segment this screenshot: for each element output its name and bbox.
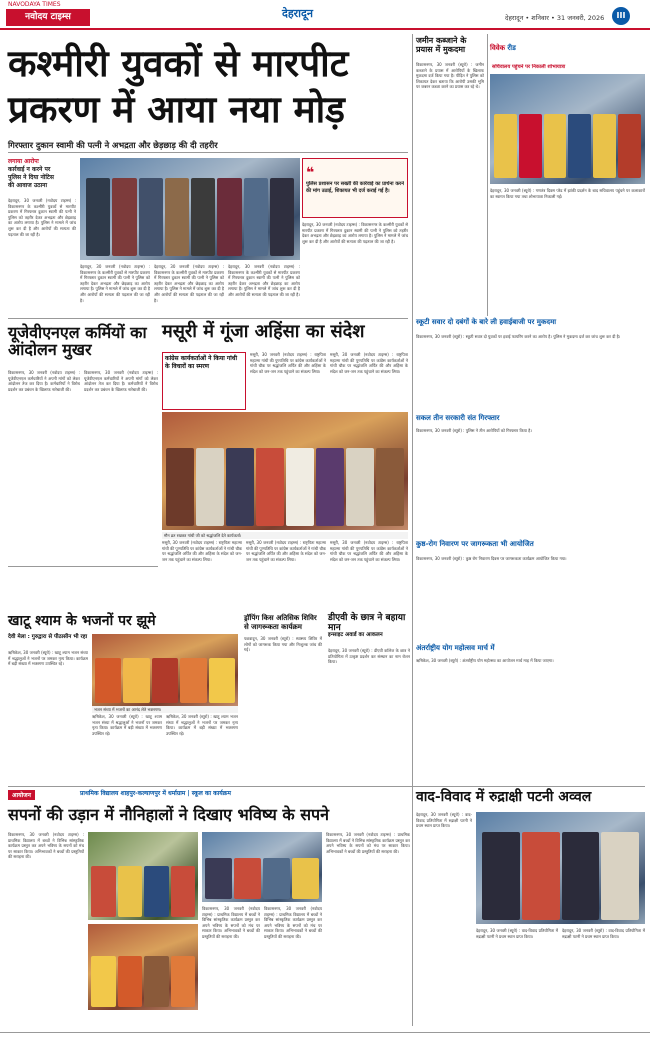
bottom-photo-2-people — [88, 924, 198, 1010]
lead-photo — [80, 158, 300, 260]
camp-headline: ड्रॉपिंग किस अतिसिक शिविर से जागरूकता कार्यक्रम — [244, 614, 317, 631]
lead-quote: पुलिस प्रशासन पर सख्ती की कार्रवाई का प्रार्थना करने की मांग उठाई, शिकायत भी दर्ज कराई गई है। — [306, 181, 404, 194]
ujvn-headline: यूजेवीएनएल कर्मियों का आंदोलन मुखर — [8, 323, 147, 360]
bottom-tag: आयोजन — [8, 790, 35, 800]
dav-headline: डीएवी के छात्र ने बहाया मान — [328, 613, 406, 633]
lead-subhead: गिरफ्तार दुकान स्वामी की पत्नी ने अभद्रता और छेड़छाड़ की दी तहरीर — [8, 140, 218, 150]
bottom-body-col1: विकासनगर, 30 जनवरी (नवोदय टाइम्स) : प्राथमिक विद्यालय में बच्चों ने विभिन्न सांस्कृतिक कार्यक्रम प्रस्तुत कर अपने भविष्य के सपनों को मंच पर साकार किया। अभिभावकों ने बच्चों की प्रस्तुतियों की सराहना की। — [8, 832, 84, 860]
mussoorie-body-col5: मसूरी, 30 जनवरी (नवोदय टाइम्स) : राष्ट्रपिता महात्मा गांधी की पुण्यतिथि पर कांग्रेस कार्यकर्ताओं ने गांधी चौक पर श्रद्धांजलि अर्पित की और अहिंसा के संदेश को जन-जन तक पहुंचाने का संकल्प लिया। — [330, 540, 408, 562]
city-name: देहरादून — [282, 7, 313, 20]
vivek-body-2: विकासनगर, 30 जनवरी (ब्यूरो) : स्कूटी सवार दो युवकों पर हवाई फायरिंग करने का आरोप है। पुलिस ने मुकदमा दर्ज कर जांच शुरू कर दी है। — [416, 334, 621, 339]
mussoorie-caption: मौन व्रत रखकर गांधी जी को श्रद्धांजलि देते कार्यकर्ता। — [162, 532, 408, 539]
masthead — [0, 0, 650, 30]
lead-bullet: लगाया आरोपः — [8, 158, 39, 165]
bottom-kicker: प्राथमिक विद्यालय शाहपुर-कल्याणपुर में धर्माग्राम | स्कूल का कार्यक्रम — [80, 790, 231, 797]
mussoorie-photo-people — [162, 412, 408, 530]
bottom-body-col2: विकासनगर, 30 जनवरी (नवोदय टाइम्स) : प्राथमिक विद्यालय में बच्चों ने विभिन्न सांस्कृतिक कार्यक्रम प्रस्तुत कर अपने भविष्य के सपनों को मंच पर साकार किया। अभिभावकों ने बच्चों की प्रस्तुतियों की सराहना की। — [202, 906, 260, 939]
lead-body-col2: देहरादून, 30 जनवरी (नवोदय टाइम्स) : विकासनगर के कश्मीरी युवकों से मारपीट प्रकरण में गिरफ्तार दुकान स्वामी की पत्नी ने पुलिस को तहरीर देकर अभद्रता और छेड़छाड़ का आरोप लगाया है। पुलिस ने मामले में जांच शुरू कर दी है और आरोपों की सत्यता की पड़ताल की जा रही है। — [80, 264, 150, 303]
lead-headline-1: कश्मीरी युवकों से मारपीट — [8, 41, 349, 85]
debate-headline: वाद-विवाद में रुद्राक्षी पटनी अव्वल — [416, 789, 592, 805]
ujvn-body-col1: विकासनगर, 30 जनवरी (नवोदय टाइम्स) : यूजेवीएनएल कर्मचारियों ने अपनी मांगों को लेकर आंदोलन तेज कर दिया है। कर्मचारियों ने विरोध प्रदर्शन कर प्रबंधन के खिलाफ नारेबाजी की। — [8, 370, 80, 392]
ujvn-body-col2: विकासनगर, 30 जनवरी (नवोदय टाइम्स) : यूजेवीएनएल कर्मचारियों ने अपनी मांगों को लेकर आंदोलन तेज कर दिया है। कर्मचारियों ने विरोध प्रदर्शन कर प्रबंधन के खिलाफ नारेबाजी की। — [84, 370, 158, 392]
lead-quote-box — [302, 158, 408, 218]
mussoorie-sub-box — [162, 352, 246, 410]
bottom-photo-1 — [88, 832, 198, 920]
lead-bullet: की आवाज उठाना — [8, 182, 48, 189]
lead-body-col3: देहरादून, 30 जनवरी (नवोदय टाइम्स) : विकासनगर के कश्मीरी युवकों से मारपीट प्रकरण में गिरफ्तार दुकान स्वामी की पत्नी ने पुलिस को तहरीर देकर अभद्रता और छेड़छाड़ का आरोप लगाया है। पुलिस ने मामले में जांच शुरू कर दी है और आरोपों की सत्यता की पड़ताल की जा रही है। — [154, 264, 224, 303]
dateline: देहरादून • शनिवार • 31 जनवरी, 2026 — [505, 14, 605, 22]
lead-bullet: पुलिस ने दिया नोटिस — [8, 174, 54, 181]
page-number: III — [612, 7, 630, 25]
khatu-caption: भजन संध्या में भजनों का आनंद लेते भक्तगण। — [92, 706, 238, 713]
bottom-body-col3: विकासनगर, 30 जनवरी (नवोदय टाइम्स) : प्राथमिक विद्यालय में बच्चों ने विभिन्न सांस्कृतिक कार्यक्रम प्रस्तुत कर अपने भविष्य के सपनों को मंच पर साकार किया। अभिभावकों ने बच्चों की प्रस्तुतियों की सराहना की। — [264, 906, 322, 939]
vivek-photo — [490, 74, 645, 184]
lead-headline-2: प्रकरण में आया नया मोड़ — [8, 87, 345, 131]
debate-body-col2: देहरादून, 30 जनवरी (ब्यूरो) : वाद-विवाद प्रतियोगिता में रुद्राक्षी पटनी ने प्रथम स्थान प्राप्त किया। — [476, 928, 558, 939]
brand-logo: नवोदय टाइम्स — [6, 9, 90, 26]
lead-bullet: कार्रवाई न करने पर — [8, 166, 51, 173]
lead-bullets — [8, 158, 76, 190]
vivek-body-4: विकासनगर, 30 जनवरी (ब्यूरो) : कुष्ठ रोग निवारण दिवस पर जागरूकता कार्यक्रम आयोजित किया गया। — [416, 556, 567, 561]
vivek-headline-5: अंतर्राष्ट्रीय योग महोत्सव मार्च में — [416, 643, 495, 652]
vivek-headline-2: स्कूटी सवार दो दबंगों के बारे ली हवाईबाजी पर मुकदमा — [416, 317, 557, 326]
lead-body-col5: देहरादून, 30 जनवरी (नवोदय टाइम्स) : विकासनगर के कश्मीरी युवकों से मारपीट प्रकरण में गिरफ्तार दुकान स्वामी की पत्नी ने पुलिस को तहरीर देकर अभद्रता और छेड़छाड़ का आरोप लगाया है। पुलिस ने मामले में जांच शुरू कर दी है और आरोपों की सत्यता की पड़ताल की जा रही है। — [302, 222, 408, 244]
vivek-label-part-2: रीड — [507, 44, 516, 52]
bottom-headline: सपनों की उड़ान में नौनिहालों ने दिखाए भविष्य के सपने — [8, 805, 330, 824]
side-top-headline: जमीन कब्जाने के प्रयास में मुकदमा — [416, 35, 467, 54]
khatu-photo-people — [92, 634, 238, 706]
mussoorie-body-col1: मसूरी, 30 जनवरी (नवोदय टाइम्स) : राष्ट्रपिता महात्मा गांधी की पुण्यतिथि पर कांग्रेस कार्यकर्ताओं ने गांधी चौक पर श्रद्धांजलि अर्पित की और अहिंसा के संदेश को जन-जन तक पहुंचाने का संकल्प लिया। — [250, 352, 326, 374]
bottom-photo-2 — [88, 924, 198, 1010]
khatu-sub: देवी मेला : गुरुद्वारा से पीठासीन भी रहा — [8, 634, 88, 640]
vivek-body-3: विकासनगर, 30 जनवरी (ब्यूरो) : पुलिस ने तीन आरोपियों को गिरफ्तार किया है। — [416, 428, 532, 433]
bottom-photo-3 — [202, 832, 322, 902]
lead-body-col1: देहरादून, 30 जनवरी (नवोदय टाइम्स) : विकासनगर के कश्मीरी युवकों से मारपीट प्रकरण में गिरफ्तार दुकान स्वामी की पत्नी ने पुलिस को तहरीर देकर अभद्रता और छेड़छाड़ का आरोप लगाया है। पुलिस ने मामले में जांच शुरू कर दी है और आरोपों की सत्यता की पड़ताल की जा रही है। — [8, 198, 76, 237]
vivek-caption: सचिवालय पहुंचने पर निकाली शोभायात्रा — [492, 64, 566, 70]
lead-photo-people — [80, 158, 300, 260]
brand-subtitle: NAVODAYA TIMES — [8, 1, 61, 8]
mussoorie-body-col2: मसूरी, 30 जनवरी (नवोदय टाइम्स) : राष्ट्रपिता महात्मा गांधी की पुण्यतिथि पर कांग्रेस कार्यकर्ताओं ने गांधी चौक पर श्रद्धांजलि अर्पित की और अहिंसा के संदेश को जन-जन तक पहुंचाने का संकल्प लिया। — [330, 352, 408, 374]
khatu-body-col2: ऋषिकेश, 30 जनवरी (ब्यूरो) : खाटू श्याम भजन संध्या में श्रद्धालुओं ने भजनों पर जमकर नृत्य किया। कार्यक्रम में बड़ी संख्या में भक्तगण उपस्थित रहे। — [92, 714, 162, 736]
bottom-photo-1-people — [88, 832, 198, 920]
khatu-body-col1: ऋषिकेश, 30 जनवरी (ब्यूरो) : खाटू श्याम भजन संध्या में श्रद्धालुओं ने भजनों पर जमकर नृत्य किया। कार्यक्रम में बड़ी संख्या में भक्तगण उपस्थित रहे। — [8, 650, 88, 667]
khatu-body-col3: ऋषिकेश, 30 जनवरी (ब्यूरो) : खाटू श्याम भजन संध्या में श्रद्धालुओं ने भजनों पर जमकर नृत्य किया। कार्यक्रम में बड़ी संख्या में भक्तगण उपस्थित रहे। — [166, 714, 238, 736]
khatu-photo — [92, 634, 238, 706]
vivek-headline-4: कुष्ठ-रोग निवारण पर जागरूकता भी आयोजित — [416, 539, 534, 548]
dav-body: देहरादून, 30 जनवरी (ब्यूरो) : डीएवी कॉलेज के छात्र ने प्रतियोगिता में उत्कृष्ट प्रदर्शन कर संस्थान का नाम रोशन किया। — [328, 648, 410, 665]
vivek-label — [490, 44, 645, 54]
debate-body-col1: देहरादून, 30 जनवरी (ब्यूरो) : वाद-विवाद प्रतियोगिता में रुद्राक्षी पटनी ने प्रथम स्थान प्राप्त किया। — [416, 812, 472, 829]
side-top-body: विकासनगर, 30 जनवरी (ब्यूरो) : जमीन कब्जाने के प्रयास में आरोपियों के खिलाफ मुकदमा दर्ज किया गया है। पीड़ित ने पुलिस को शिकायत देकर बताया कि आरोपी उसकी भूमि पर जबरन कब्जा करने का प्रयास कर रहे थे। — [416, 62, 484, 90]
khatu-headline: खाटू श्याम के भजनों पर झूमे — [8, 613, 156, 629]
bottom-photo-3-people — [202, 832, 322, 902]
debate-photo — [476, 812, 645, 924]
vivek-body: देहरादून, 30 जनवरी (ब्यूरो) : गणतंत्र दिवस परेड में झांकी प्रदर्शन के बाद सचिवालय पहुंचने पर कलाकारों का स्वागत किया गया तथा शोभायात्रा निकाली गई। — [490, 188, 645, 199]
mussoorie-sub: कांग्रेस कार्यकर्ताओं ने किया गांधी के विचारों का स्मरण — [165, 355, 238, 370]
debate-photo-people — [476, 812, 645, 924]
vivek-body-5: ऋषिकेश, 30 जनवरी (ब्यूरो) : अंतर्राष्ट्रीय योग महोत्सव का आयोजन मार्च माह में किया जाएगा। — [416, 658, 554, 663]
lead-body-col4: देहरादून, 30 जनवरी (नवोदय टाइम्स) : विकासनगर के कश्मीरी युवकों से मारपीट प्रकरण में गिरफ्तार दुकान स्वामी की पत्नी ने पुलिस को तहरीर देकर अभद्रता और छेड़छाड़ का आरोप लगाया है। पुलिस ने मामले में जांच शुरू कर दी है और आरोपों की सत्यता की पड़ताल की जा रही है। — [228, 264, 300, 297]
camp-body: पछवादून, 30 जनवरी (ब्यूरो) : स्वास्थ्य शिविर में लोगों को जागरूक किया गया और निःशुल्क जांच की गई। — [244, 636, 322, 653]
mussoorie-photo — [162, 412, 408, 530]
vivek-headline-3: सकल तीन सरकारी संत गिरफ्तार — [416, 413, 500, 422]
mussoorie-body-col3: मसूरी, 30 जनवरी (नवोदय टाइम्स) : राष्ट्रपिता महात्मा गांधी की पुण्यतिथि पर कांग्रेस कार्यकर्ताओं ने गांधी चौक पर श्रद्धांजलि अर्पित की और अहिंसा के संदेश को जन-जन तक पहुंचाने का संकल्प लिया। — [162, 540, 242, 562]
vivek-label-part-1: विवेक — [490, 44, 505, 52]
vivek-photo-people — [490, 74, 645, 184]
mussoorie-headline: मसूरी में गूंजा अहिंसा का संदेश — [162, 321, 365, 342]
quote-mark-icon: ❝ — [306, 165, 315, 181]
dav-sub: इन्साइट अवार्ड का आकलन — [328, 632, 383, 638]
mussoorie-body-col4: मसूरी, 30 जनवरी (नवोदय टाइम्स) : राष्ट्रपिता महात्मा गांधी की पुण्यतिथि पर कांग्रेस कार्यकर्ताओं ने गांधी चौक पर श्रद्धांजलि अर्पित की और अहिंसा के संदेश को जन-जन तक पहुंचाने का संकल्प लिया। — [246, 540, 326, 562]
bottom-body-col4: विकासनगर, 30 जनवरी (नवोदय टाइम्स) : प्राथमिक विद्यालय में बच्चों ने विभिन्न सांस्कृतिक कार्यक्रम प्रस्तुत कर अपने भविष्य के सपनों को मंच पर साकार किया। अभिभावकों ने बच्चों की प्रस्तुतियों की सराहना की। — [326, 832, 410, 854]
debate-body-col3: देहरादून, 30 जनवरी (ब्यूरो) : वाद-विवाद प्रतियोगिता में रुद्राक्षी पटनी ने प्रथम स्थान प्राप्त किया। — [562, 928, 645, 939]
